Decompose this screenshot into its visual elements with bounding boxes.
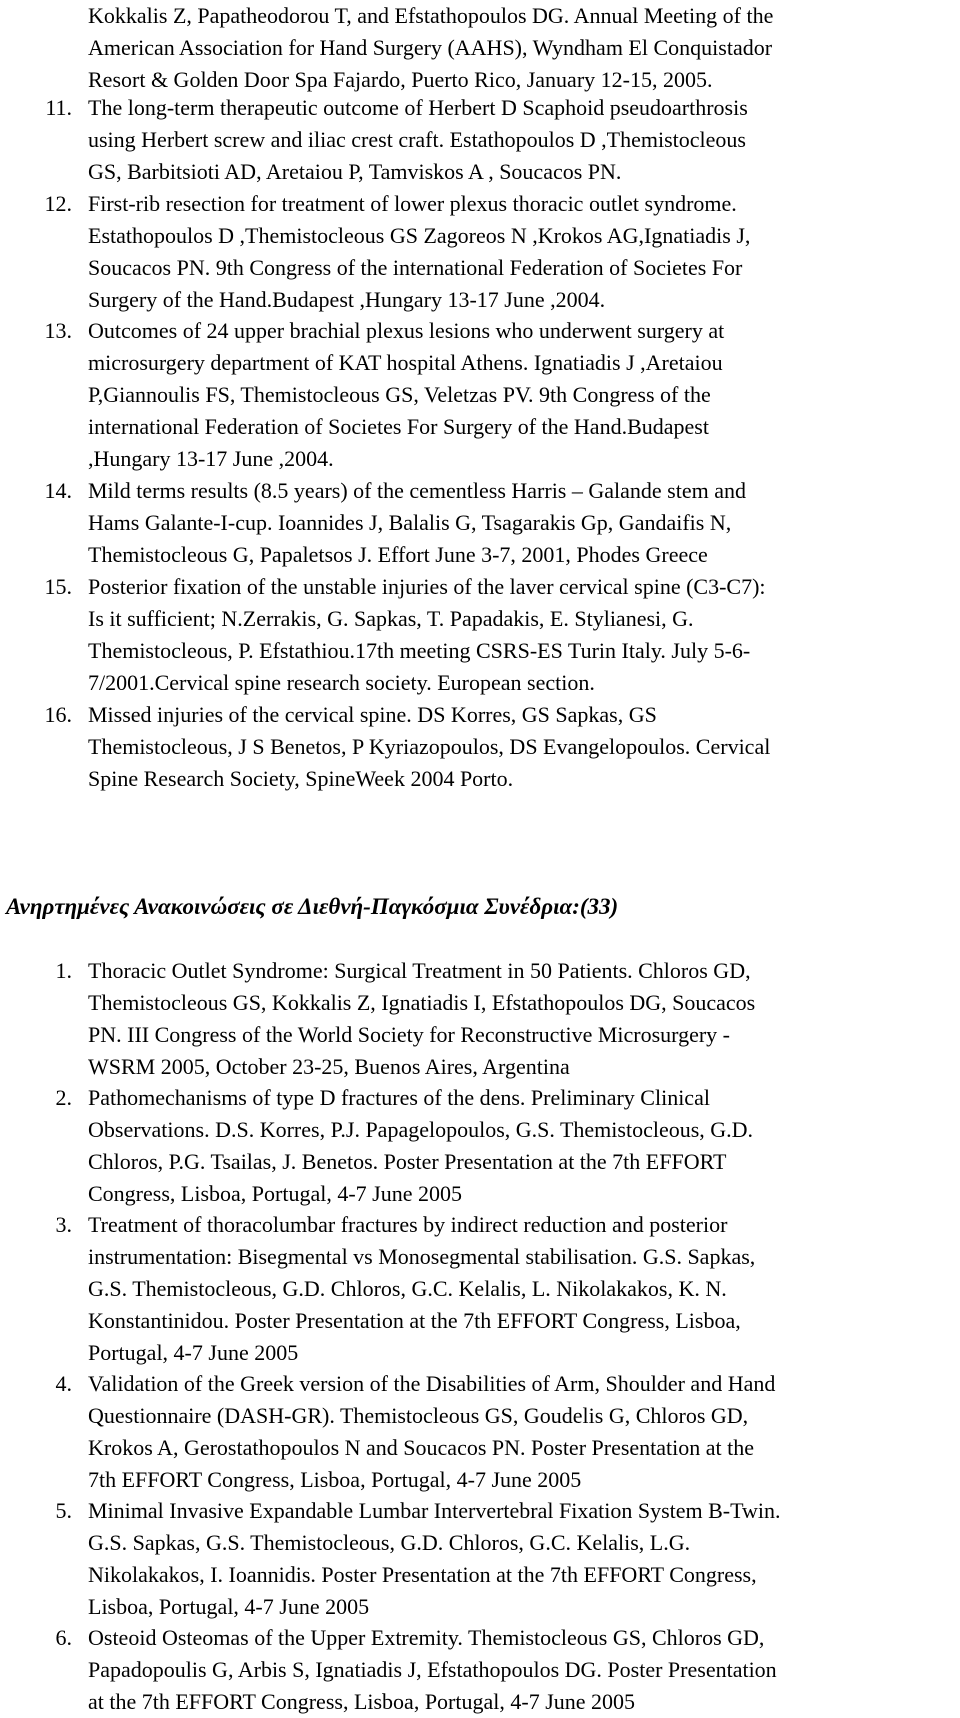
reference-number: 14.: [44, 478, 72, 503]
poster-text: Pathomechanisms of type D fractures of the dens. Preliminary Clinical Observations. D.S. Korres, P.J. Papagelopoulos, G.S. Themistocleous, G.D. Chloros, P.G. Tsailas, J. Benetos. Poster Presentation at the 7th EFFORT Congress, Lisboa, Portugal, 4-7 June 2005: [88, 1085, 754, 1206]
poster-text: Validation of the Greek version of the Disabilities of Arm, Shoulder and Hand Questionnaire (DASH-GR). Themistocleous GS, Goudelis G, Chloros GD, Krokos A, Gerostathopoulos N and Soucacos PN. Poster Presentation at the 7th EFFORT Congress, Lisboa, Portugal, 4-7 June 2005: [88, 1371, 776, 1492]
reference-number: 11.: [45, 95, 72, 120]
reference-number: 15.: [44, 574, 72, 599]
reference-text: First-rib resection for treatment of lower plexus thoracic outlet syndrome. Estathopoulos D ,Themistocleous GS Zagoreos N ,Krokos AG,Ignatiadis J, Soucacos PN. 9th Congress of the international Federation of Societes For Surgery of the Hand.Budapest ,Hungary 13-17 June ,2004.: [88, 191, 751, 312]
section-heading: Ανηρτημένες Ανακοινώσεις σε Διεθνή-Παγκόσμια Συνέδρια:(33): [6, 894, 619, 919]
reference-text: Missed injuries of the cervical spine. DS Korres, GS Sapkas, GS Themistocleous, J S Benetos, P Kyriazopoulos, DS Evangelopoulos. Cervical Spine Research Society, SpineWeek 2004 Porto.: [88, 702, 771, 791]
poster-number: 4.: [55, 1371, 72, 1396]
poster-number: 2.: [55, 1085, 72, 1110]
poster-number: 5.: [55, 1498, 72, 1523]
reference-text: Outcomes of 24 upper brachial plexus lesions who underwent surgery at microsurgery department of KAT hospital Athens. Ignatiadis J ,Aretaiou P,Giannoulis FS, Themistocleous GS, Veletzas PV. 9th Congress of the international Federation of Societes For Surgery of the Hand.Budapest ,Hungary 13-17 June ,2004.: [88, 318, 725, 471]
poster-text: Treatment of thoracolumbar fractures by indirect reduction and posterior instrumentation: Bisegmental vs Monosegmental stabilisation. G.S. Sapkas, G.S. Themistocleous, G.D. Chloros, G.C. Kelalis, L. Nikolakakos, K. N. Konstantinidou. Poster Presentation at the 7th EFFORT Congress, Lisboa, Portugal, 4-7 June 2005: [88, 1212, 756, 1365]
poster-text: Minimal Invasive Expandable Lumbar Intervertebral Fixation System B-Twin. G.S. Sapkas, G.S. Themistocleous, G.D. Chloros, G.C. Kelalis, L.G. Nikolakakos, I. Ioannidis. Poster Presentation at the 7th EFFORT Congress, Lisboa, Portugal, 4-7 June 2005: [88, 1498, 781, 1619]
reference-text: Posterior fixation of the unstable injuries of the laver cervical spine (C3-C7): Is it sufficient; N.Zerrakis, G. Sapkas, T. Papadakis, E. Stylianesi, G. Themistocleous, P. Efstathiou.17th meeting CSRS-ES Turin Italy. July 5-6- 7/2001.Cervical spine research society. European section.: [88, 574, 766, 695]
poster-number: 1.: [55, 958, 72, 983]
reference-number: 13.: [44, 318, 72, 343]
reference-number: 12.: [44, 191, 72, 216]
reference-number: 16.: [44, 702, 72, 727]
reference-text: Kokkalis Z, Papatheodorou T, and Efstathopoulos DG. Annual Meeting of the American Association for Hand Surgery (AAHS), Wyndham El Conquistador Resort & Golden Door Spa Fajardo, Puerto Rico, January 12-15, 2005.: [88, 3, 774, 92]
poster-number: 6.: [55, 1625, 72, 1650]
poster-number: 3.: [55, 1212, 72, 1237]
poster-text: Thoracic Outlet Syndrome: Surgical Treatment in 50 Patients. Chloros GD, Themistocleous GS, Kokkalis Z, Ignatiadis I, Efstathopoulos DG, Soucacos PN. III Congress of the World Society for Reconstructive Microsurgery - WSRM 2005, October 23-25, Buenos Aires, Argentina: [88, 958, 756, 1079]
reference-text: The long-term therapeutic outcome of Herbert D Scaphoid pseudoarthrosis using Herbert screw and iliac crest craft. Estathopoulos D ,Themistocleous GS, Barbitsioti AD, Aretaiou P, Tamviskos A , Soucacos PN.: [88, 95, 748, 184]
reference-text: Mild terms results (8.5 years) of the cementless Harris – Galande stem and Hams Galante-I-cup. Ioannides J, Balalis G, Tsagarakis Gp, Gandaifis N, Themistocleous G, Papaletsos J. Effort June 3-7, 2001, Phodes Greece: [88, 478, 746, 567]
poster-text: Osteoid Osteomas of the Upper Extremity. Themistocleous GS, Chloros GD, Papadopoulis G, Arbis S, Ignatiadis J, Efstathopoulos DG. Poster Presentation at the 7th EFFORT Congress, Lisboa, Portugal, 4-7 June 2005: [88, 1625, 777, 1714]
